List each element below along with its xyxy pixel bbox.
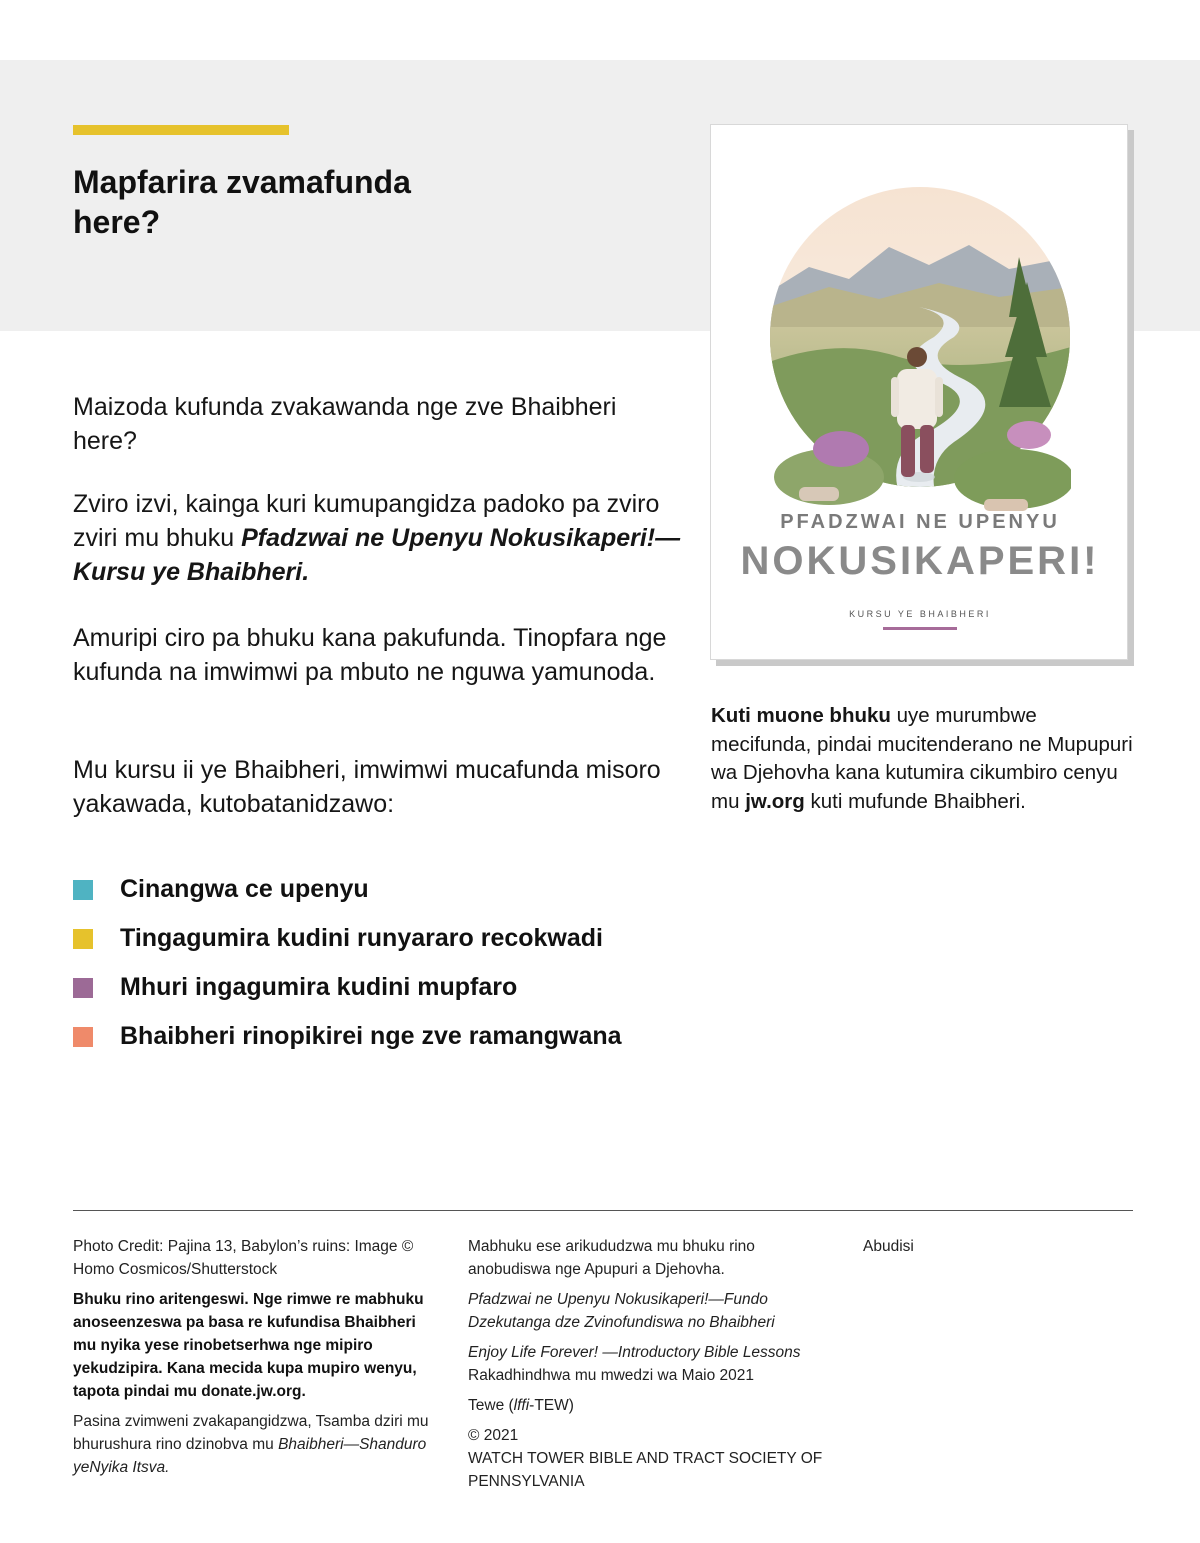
book-cover-image [710, 124, 1128, 660]
list-item [73, 914, 693, 963]
print-date: Rakadhindhwa mu mwedzi wa Maio 2021 [468, 1367, 755, 1384]
paragraph-3: Amuripi ciro pa bhuku kana pakufunda. Tinopfara nge kufunda na imwimwi pa mbuto ne nguwa yamunoda. [73, 624, 667, 686]
published-note: Mabhuku ese arikududzwa mu bhuku rino anobudiswa nge Apupuri a Djehovha. [468, 1238, 755, 1278]
language-prefix: Tewe ( [468, 1397, 514, 1414]
jw-org-link[interactable]: jw.org [745, 789, 805, 813]
language-code [468, 1394, 833, 1417]
bible-translation-note [73, 1410, 443, 1479]
list-item [73, 1012, 693, 1061]
page-title [73, 162, 493, 242]
donation-note [73, 1288, 443, 1403]
landscape-illustration [769, 187, 1071, 517]
paragraph-1: Maizoda kufunda zvakawanda nge zve Bhaibheri here? [73, 393, 617, 455]
copyright-year: © 2021 [468, 1427, 519, 1444]
side-note [711, 702, 1141, 816]
side-note-text: uye murumbwe mecifunda, pindai mucitenderano ne Mupupuri wa Djehovha kana kutumira cikumbiro cenyu mu [711, 704, 1133, 813]
footer-column-1 [73, 1235, 443, 1486]
topic-label: Bhaibheri rinopikirei nge zve ramangwana [120, 1022, 622, 1050]
edition-info [468, 1341, 833, 1387]
side-note-text-end: kuti mufunde Bhaibheri. [804, 789, 1026, 813]
copyright [468, 1424, 833, 1493]
coral-square-bullet [73, 1027, 93, 1047]
bible-note-text: Pasina zvimweni zvakapangidzwa, Tsamba dziri mu bhurushura rino dzinobva mu [73, 1413, 429, 1453]
donation-text: Bhuku rino aritengeswi. Nge rimwe re mabhuku anoseenzeswa pa basa re kufundisa Bhaibheri mu nyika yese rinobetserhwa nge mipiro yekudzipira. Kana mecida kupa mupiro wenyu, tapota pindai mu donate.jw.org. [73, 1291, 424, 1400]
list-item [73, 963, 693, 1012]
teal-square-bullet [73, 880, 93, 900]
publisher-label: Abudisi [863, 1238, 914, 1255]
paragraph-2-text: Zviro izvi, kainga kuri kumupangidza padoko pa zviro zviri mu bhuku [73, 490, 660, 552]
society-name: WATCH TOWER BIBLE AND TRACT SOCIETY OF PENNSYLVANIA [468, 1450, 823, 1490]
yellow-square-bullet [73, 929, 93, 949]
title-line-1: Mapfarira zvamafunda [73, 164, 411, 200]
footer-column-2 [468, 1235, 833, 1500]
accent-bar [73, 125, 289, 135]
cover-title-small: PFADZWAI NE UPENYU [780, 511, 1060, 533]
topic-label: Mhuri ingagumira kudini mupfaro [120, 973, 518, 1001]
purple-square-bullet [73, 978, 93, 998]
paragraph-4: Mu kursu ii ye Bhaibheri, imwimwi mucafunda misoro yakawada, kutobatanidzawo: [73, 756, 661, 818]
book-title-emphasis: Pfadzwai ne Upenyu Nokusikaperi!—Kursu ye Bhaibheri. [73, 524, 681, 586]
list-item [73, 865, 693, 914]
title-line-2: here? [73, 204, 161, 240]
language-suffix: -TEW) [529, 1397, 574, 1414]
topic-label: Cinangwa ce upenyu [120, 875, 369, 903]
bible-title: Bhaibheri—Shanduro yeNyika Itsva. [73, 1436, 427, 1476]
cover-title-big: NOKUSIKAPERI! [740, 539, 1100, 583]
cover-subtitle: KURSU YE BHAIBHERI [849, 609, 991, 619]
footer-column-3 [863, 1235, 1063, 1265]
topic-label: Tingagumira kudini runyararo recokwadi [120, 924, 603, 952]
paragraph-2 [73, 487, 683, 589]
side-note-lead: Kuti muone bhuku [711, 704, 891, 727]
local-title-text: Pfadzwai ne Upenyu Nokusikaperi!—Fundo Dzekutanga dze Zvinofundiswa no Bhaibheri [468, 1291, 775, 1331]
local-title [468, 1288, 833, 1334]
photo-credit: Photo Credit: Pajina 13, Babylon’s ruins: Image © Homo Cosmicos/Shutterstock [73, 1238, 414, 1278]
language-code-italic: lffi [513, 1397, 530, 1414]
cover-accent-line [883, 627, 957, 630]
footer-divider [73, 1210, 1133, 1211]
english-title: Enjoy Life Forever! —Introductory Bible Lessons [468, 1344, 801, 1361]
topic-list [73, 865, 693, 1061]
